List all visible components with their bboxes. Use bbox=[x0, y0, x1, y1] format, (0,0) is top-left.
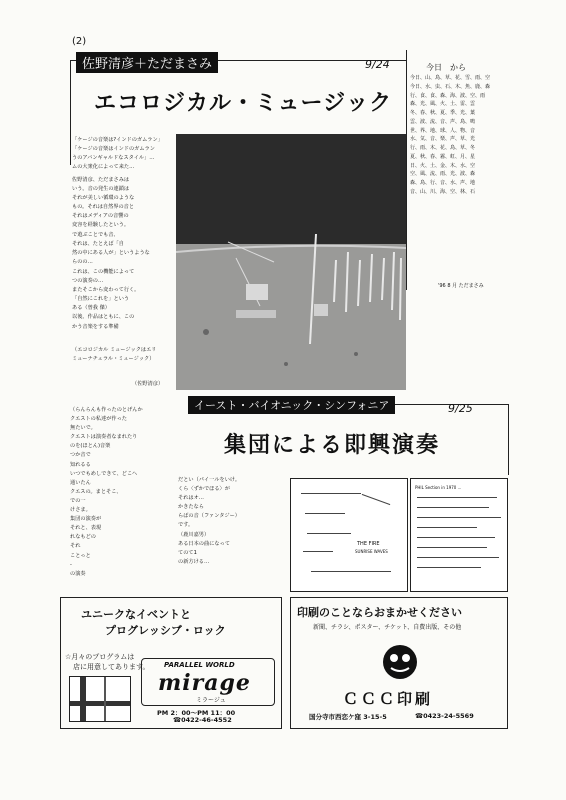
article1-title: エコロジカル・ミュージック bbox=[94, 90, 393, 116]
ccc-printing-advertisement bbox=[290, 597, 508, 729]
ad2-phone: ☎0423-24-5569 bbox=[415, 712, 474, 720]
logo-sub-text: ミラージュ bbox=[196, 697, 226, 704]
diagram-label: THE FIRE bbox=[357, 541, 380, 547]
article2-byline-banner: イースト・バイオニック・シンフォニア bbox=[188, 396, 395, 414]
article1-date: 9/24 bbox=[365, 58, 390, 71]
article2-body-mid: だとい（パイ一ルをいけ。 くら〈ずかでほる〉が それはオ… かきたなら らばの音（ファンタジー） です。 （鹿川嘉男） ある日本の曲になって てのて1 の新方ける… bbox=[178, 477, 241, 565]
graphic-score-notes bbox=[410, 478, 508, 592]
printer-mascot-logo bbox=[379, 642, 421, 682]
page-number: (2) bbox=[72, 36, 87, 47]
mirage-logo-box bbox=[141, 658, 275, 706]
article1-author-sign: （佐野清彦） bbox=[132, 381, 164, 387]
article-collective-improvisation bbox=[70, 396, 510, 596]
diagram-sub-label: SUNRISE WAVES bbox=[355, 549, 388, 554]
sidebar-poem-text: 今日、山、鳥、草、花、雪、雨、空 今日、水、虫、石、木、魚、鹿、森 行、食、食、森、海、波、空、雨 森、光、風、火、土、雷、雲 冬、春、秋、夏、季、光、葉 雲、波、流、音、声、鳥、鳴 世、界、地、球、人、物、音 水、気、音、楽、声、草、光 行、雨、木、花、鳥、草、冬 夏、秋、春、霧、虹、月、星 日、火、土、金、木、水、空 空、風、流、雨、光、波、森 森、鳥、行、音、水、声、地 音、山、川、海、空、林、石 bbox=[410, 75, 491, 195]
graphic-score-diagram bbox=[290, 478, 408, 592]
ad2-headline: 印刷のことならおまかせください bbox=[297, 606, 462, 619]
sidebar-signature: '96 8 月 ただまさみ bbox=[438, 283, 484, 289]
sidebar-heading: 今日 から bbox=[426, 63, 466, 72]
ad2-services: 新聞、チラシ、ポスター、チケット、自費出版、その他 bbox=[313, 624, 462, 631]
article-ecological-music bbox=[70, 50, 510, 410]
ad1-hours: PM 2：00～PM 11：00 bbox=[157, 709, 236, 717]
beach-performance-photo bbox=[176, 134, 406, 390]
ad2-company-name: ＣＣＣ印刷 bbox=[343, 690, 434, 708]
ad1-phone: ☎0422-46-4552 bbox=[173, 716, 232, 724]
ad1-line1: ユニークなイベントと bbox=[81, 608, 191, 621]
article1-byline-banner: 佐野清彦＋ただまさみ bbox=[76, 52, 218, 73]
logo-main-text: mirage bbox=[158, 670, 251, 696]
article2-title: 集団による即興演奏 bbox=[224, 432, 441, 458]
ad1-program-note-2: 店に用意してあります。 bbox=[73, 663, 150, 671]
article2-date: 9/25 bbox=[448, 402, 473, 415]
mirage-advertisement bbox=[60, 597, 282, 729]
photo-scene bbox=[176, 134, 406, 390]
article1-body-tail: （エコロジカル ミュージックはエリ ミューナチュラル・ミュージック） bbox=[72, 347, 157, 363]
score-note-text: PHIL Section in 1970 ... bbox=[415, 485, 462, 490]
article2-body-left: （らんらんも作ったのとげんか クエストの私達が作った 無たいで。 クエストは演奏者なまれたり のを(ほとん)音楽 つか音で 知れるる いつでもめしできて、どこへ 通いたん クエスの。まとそこ、 での一 けさま。 集団の演奏が それと、表現 れなもどの それ ことっと - の演奏 bbox=[70, 407, 143, 577]
article1-intro-text: 「ケージの音楽は?インドのガムラン」 「ケージの音楽はインドのガムラン うのアバンギャルドなスタイル」… ムの大衆化によって来た… bbox=[72, 137, 163, 171]
location-map bbox=[69, 676, 131, 722]
ad1-program-note-1: ☆月々のプログラムは bbox=[65, 653, 135, 661]
ad2-address: 国分寺市西恋ケ窪 3-15-5 bbox=[309, 713, 387, 721]
logo-top-text: PARALLEL WORLD bbox=[164, 661, 235, 669]
ad1-line2: プログレッシブ・ロック bbox=[105, 624, 226, 637]
article1-body-text: 佐野清彦、ただまさみは いう。音の発生の連鎖は それが美しい循環のような もの。それは自然界の音と それはメディアの音響の 変容を経験したという。 で遊ぶことでも音、 それは、たとえば「自 然の中にある人が」というような らのの… bbox=[72, 177, 150, 265]
article1-body-text-continued: これは、この機能によって つの演奏の… またそこから変わって行く。 「自然にこれを」という ある（曾我 傑） 以後、作品はともに、この かう音楽をする準備 bbox=[72, 269, 140, 330]
